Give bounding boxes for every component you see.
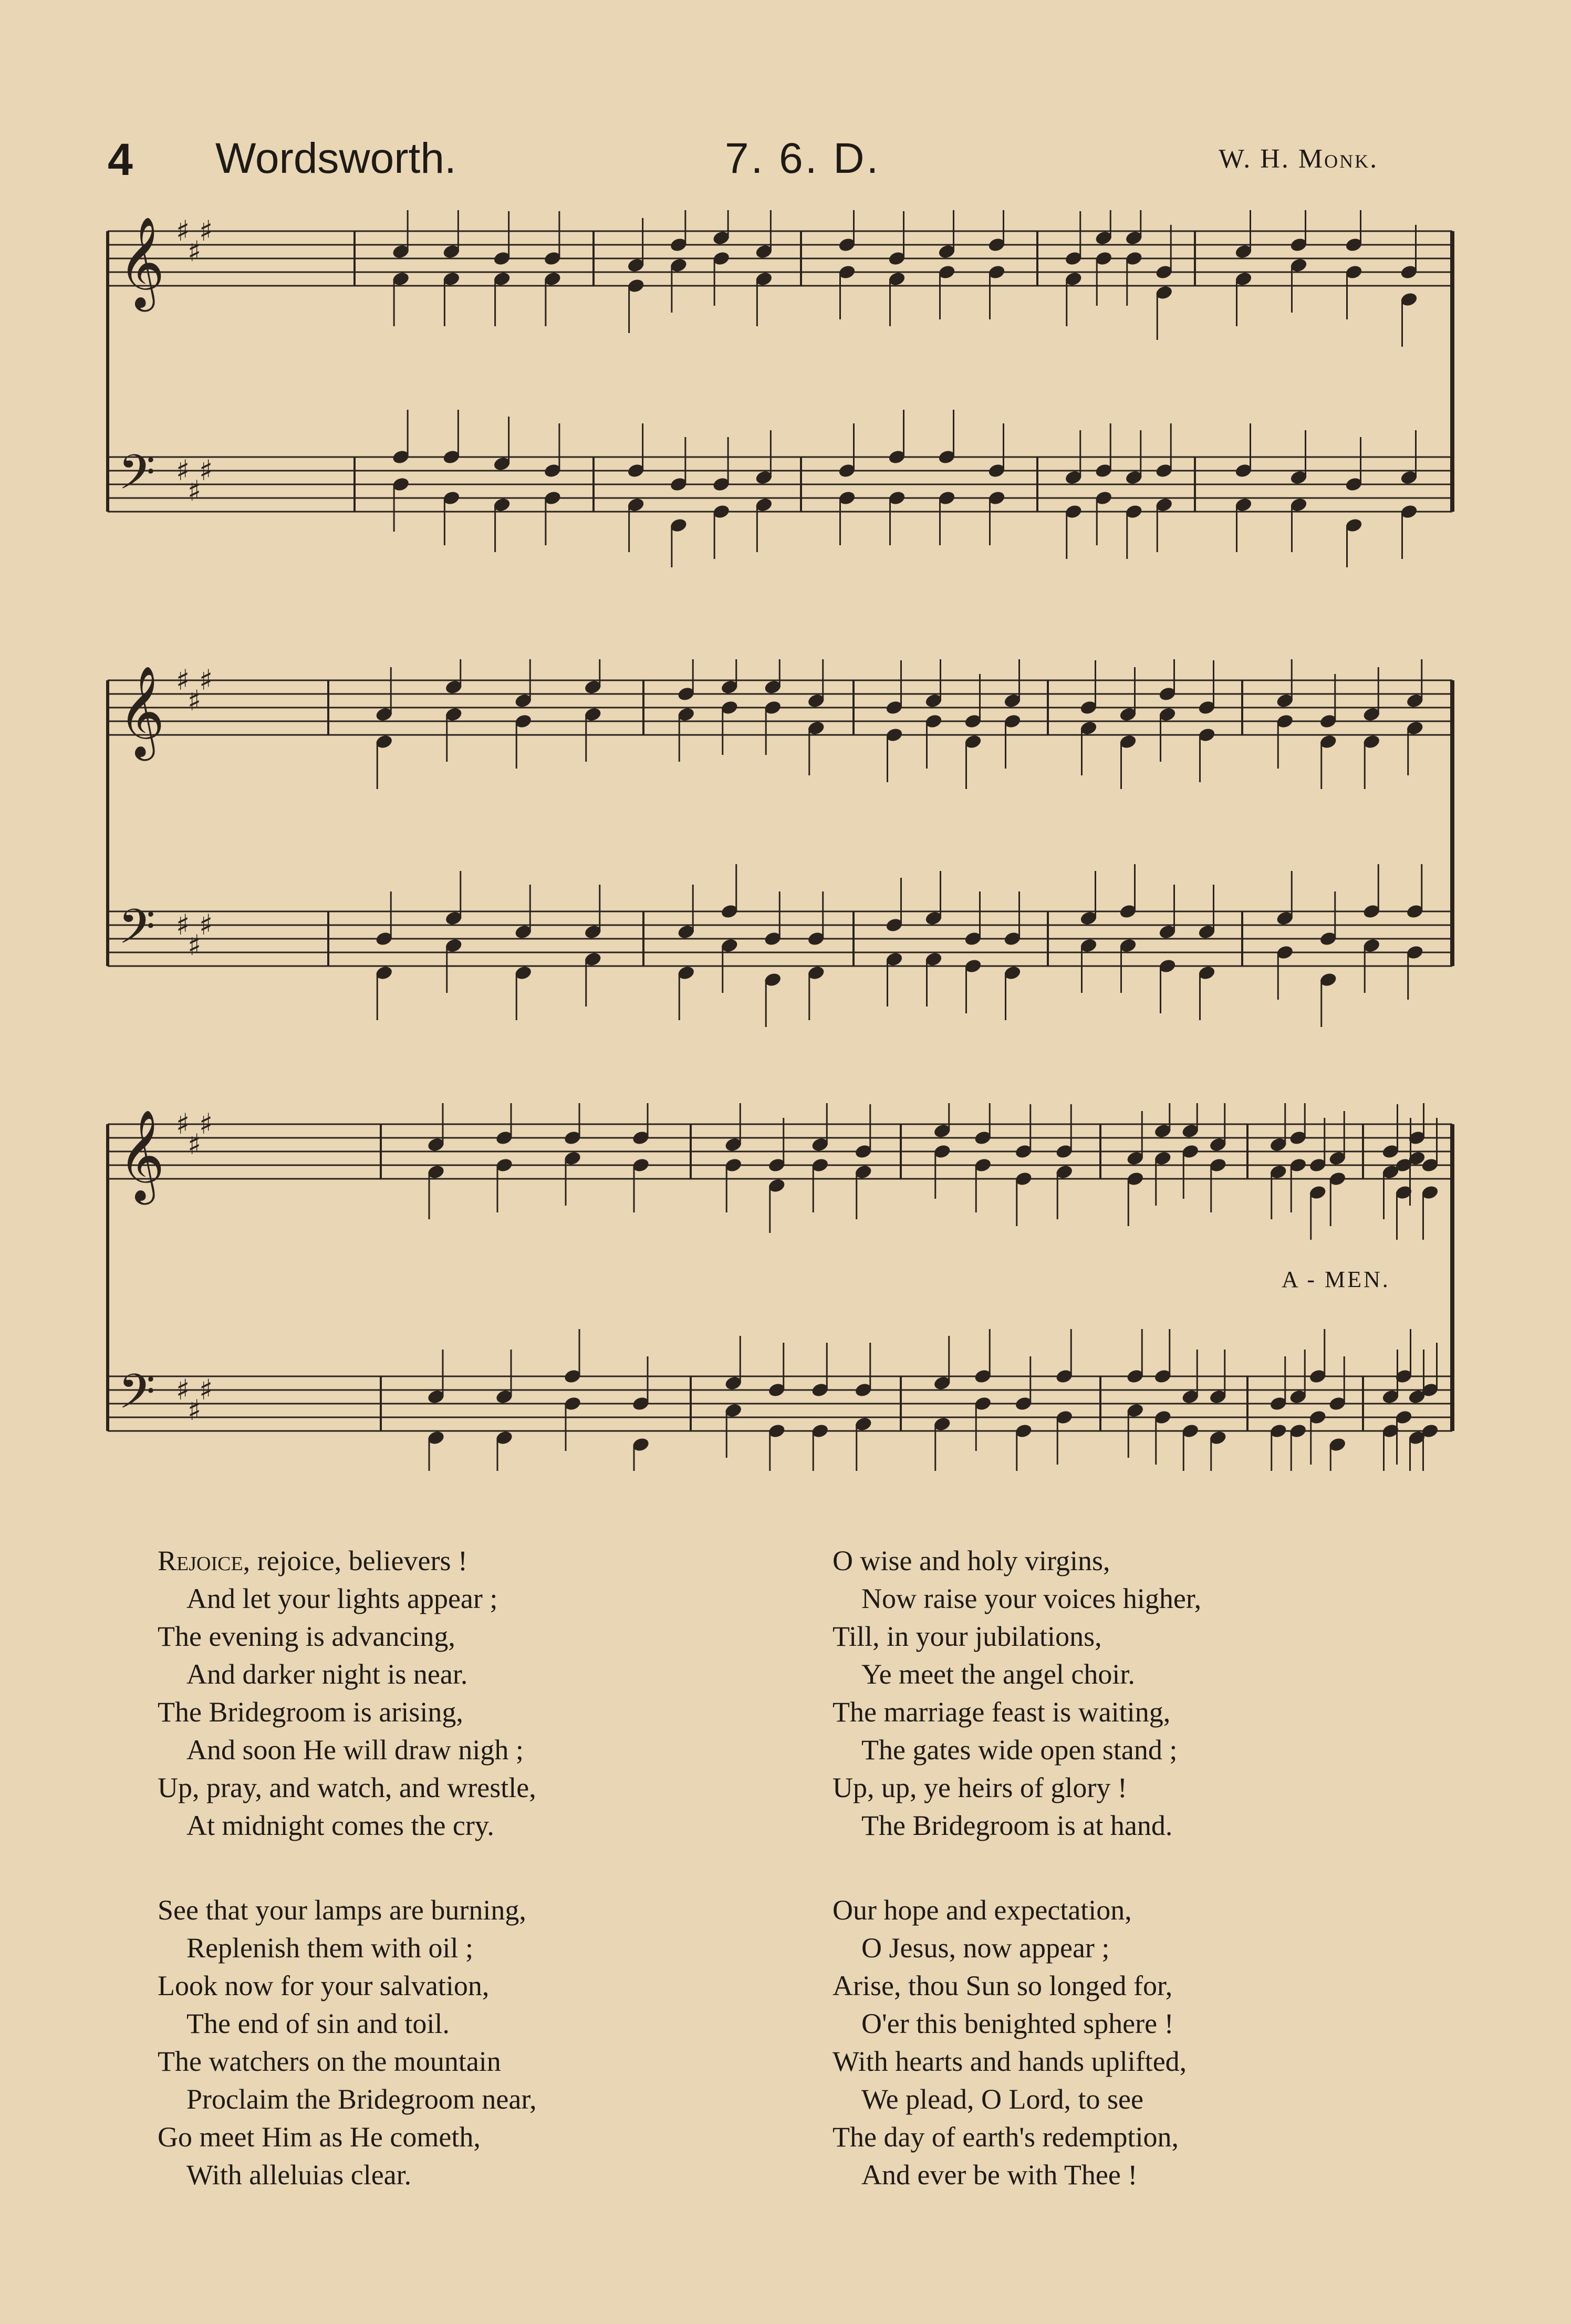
verse-line: The end of sin and toil. [186, 2008, 450, 2039]
sharp-icon: ♯ [199, 1373, 213, 1406]
verse-line: The marriage feast is waiting, [833, 1696, 1171, 1728]
verse-first-word: Rejoice [158, 1545, 243, 1576]
verse-line: O wise and holy virgins, [833, 1545, 1110, 1576]
sharp-icon: ♯ [176, 1373, 190, 1406]
hymn-number: 4 [108, 134, 133, 185]
verse-1 [158, 1542, 536, 1844]
verse-line: Up, pray, and watch, and wrestle, [158, 1772, 536, 1803]
sharp-icon: ♯ [188, 474, 202, 507]
sharp-icon: ♯ [199, 908, 213, 941]
sharp-icon: ♯ [176, 908, 190, 941]
sharp-icon: ♯ [188, 929, 202, 962]
treble-clef: 𝄞 [118, 216, 165, 308]
verse-line: The Bridegroom is arising, [158, 1696, 463, 1728]
verse-line: We plead, O Lord, to see [861, 2083, 1143, 2115]
sharp-icon: ♯ [188, 1128, 202, 1161]
meter: 7. 6. D. [725, 134, 881, 182]
verse-3 [158, 1891, 537, 2194]
sharp-icon: ♯ [176, 454, 190, 487]
verse-line: And soon He will draw nigh ; [186, 1734, 524, 1766]
verse-line: The gates wide open stand ; [861, 1734, 1178, 1766]
music-system-3 [102, 1103, 1468, 1471]
verse-line: And darker night is near. [186, 1658, 468, 1690]
music-system-2 [102, 659, 1468, 1027]
sharp-icon: ♯ [188, 684, 202, 717]
verse-line: Ye meet the angel choir. [861, 1658, 1135, 1690]
treble-clef: 𝄞 [118, 1109, 165, 1201]
bass-clef: 𝄢 [118, 899, 155, 966]
composer-name: W. H. Monk. [1219, 144, 1379, 174]
verse-line: Rejoice, rejoice, believers ! [158, 1545, 467, 1576]
composer [1219, 143, 1378, 174]
verse-line: And let your lights appear ; [186, 1583, 498, 1614]
sharp-icon: ♯ [199, 214, 213, 247]
treble-clef: 𝄞 [118, 666, 165, 757]
sharp-icon: ♯ [199, 454, 213, 487]
sharp-icon: ♯ [176, 1107, 190, 1140]
verse-line: Till, in your jubilations, [833, 1621, 1102, 1652]
bass-clef: 𝄢 [118, 1364, 155, 1431]
music-system-1 [102, 210, 1468, 567]
verse-line: Proclaim the Bridegroom near, [186, 2083, 537, 2115]
verse-line: And ever be with Thee ! [861, 2159, 1138, 2191]
verse-line: Look now for your salvation, [158, 1970, 490, 2001]
verse-4 [833, 1891, 1187, 2194]
verse-line: Our hope and expectation, [833, 1894, 1132, 1926]
verse-line: Now raise your voices higher, [861, 1583, 1202, 1614]
verse-2 [833, 1542, 1201, 1844]
verse-line: Up, up, ye heirs of glory ! [833, 1772, 1127, 1803]
sharp-icon: ♯ [176, 663, 190, 697]
verse-line: O Jesus, now appear ; [861, 1932, 1110, 1964]
sharp-icon: ♯ [199, 1107, 213, 1140]
verse-line: Go meet Him as He cometh, [158, 2121, 481, 2153]
verse-line: With alleluias clear. [186, 2159, 412, 2191]
verse-line: At midnight comes the cry. [186, 1810, 494, 1841]
verse-line: The Bridegroom is at hand. [861, 1810, 1173, 1841]
sharp-icon: ♯ [188, 1394, 202, 1427]
bass-clef: 𝄢 [118, 444, 155, 512]
sharp-icon: ♯ [199, 663, 213, 697]
verse-line: With hearts and hands uplifted, [833, 2046, 1187, 2077]
verse-line: O'er this benighted sphere ! [861, 2008, 1174, 2039]
sharp-icon: ♯ [176, 214, 190, 247]
amen-text: A - MEN. [1282, 1267, 1390, 1292]
verse-line: The watchers on the mountain [158, 2046, 501, 2077]
score-system-1 [102, 210, 1468, 567]
tune-name: Wordsworth. [215, 134, 456, 182]
verse-line: Replenish them with oil ; [186, 1932, 473, 1964]
sharp-icon: ♯ [188, 235, 202, 268]
score-system-3 [102, 1103, 1468, 1471]
hymn-header [0, 134, 1571, 192]
verse-line: Arise, thou Sun so longed for, [833, 1970, 1173, 2001]
verse-line: See that your lamps are burning, [158, 1894, 526, 1926]
verse-line: The evening is advancing, [158, 1621, 455, 1652]
score-system-2 [102, 659, 1468, 1027]
verse-line: The day of earth's redemption, [833, 2121, 1179, 2153]
